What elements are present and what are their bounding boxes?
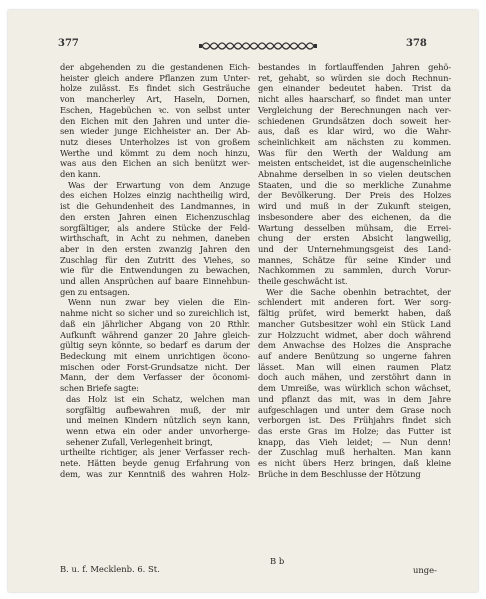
text-line: knapp, das Vieh leidet; — Nun denn! (258, 436, 451, 447)
text-line: Brüche in dem Beschlusse der Hötzung (258, 468, 421, 479)
text-line: urtheilte richtiger, als jener Verfasser rech- (60, 447, 250, 458)
text-line: doch auch mähen, und zerstöhrt dann in (258, 372, 451, 383)
text-line: dem Anwachse des Holzes die Ansprache (258, 340, 451, 351)
text-line: und der Unternehmungsgeist des Land- (258, 243, 451, 254)
text-line: nicht alles haarscharf, so findet man unter (258, 94, 451, 105)
text-line: mischen oder Forst-Grundsatze nicht. Der (60, 361, 250, 372)
text-line: gen zu entsagen. (60, 286, 130, 297)
text-line: Nachkommen zu sammlen, durch Vorur- (258, 265, 451, 276)
catchword: unge- (413, 565, 437, 575)
text-line: der abgehenden zu die gestandenen Eich- (60, 62, 250, 72)
text-line: Eschen, Hagebüchen ꝛc. von selbst unter (60, 104, 250, 115)
text-line: sorgfältiger, als andere Stücke der Feld- (60, 222, 250, 233)
text-line: aufgeschlagen und unter dem Grase noch (258, 404, 451, 415)
text-line: insbesondere aber des eichenen, da die (258, 211, 451, 222)
text-line: das erste Gras im Holze; das Futter ist (258, 425, 451, 436)
text-line: gen einander bedeutet haben. Trist da (258, 83, 451, 94)
text-line: sen wieder junge Eichheister an. Der Ab- (60, 126, 250, 137)
text-line: ist die Gehundenheit des Landmannes, in (60, 201, 250, 212)
text-line: Was der Erwartung von dem Anzuge (68, 179, 250, 190)
text-line: wie für die Entwendungen zu bewachen, (60, 265, 250, 276)
text-line: dem, was zur Kenntniß des wahren Holz- (60, 468, 250, 479)
text-line: scheinlichkeit am nächsten zu kommen. (258, 136, 451, 147)
text-line: mancher Gutsbesitzer wohl ein Stück Land (258, 318, 451, 329)
text-line: den kann. (60, 169, 101, 180)
text-line: schiedenen Grundsätzen doch soweit her- (258, 115, 451, 126)
text-line: Zuschlag für den Zutritt des Viehes, so (60, 254, 250, 265)
text-line: nete. Hätten beyde genug Erfahrung von (60, 458, 250, 469)
text-line: dem Umreiße, was würklich schon wächset, (258, 383, 451, 394)
text-line: daß ein jährlicher Abgang von 20 Rthlr. (60, 318, 250, 329)
text-line: das Holz ist ein Schatz, welchen man (66, 393, 250, 404)
text-line: und allen Ansprüchen auf baare Einnehbun- (60, 276, 250, 287)
text-line: gültig seyn könnte, so bedarf es darum der (60, 340, 250, 351)
text-line: von mancherley Art, Haseln, Dornen, (60, 94, 250, 105)
text-line: Wartung desselben mühsam, die Errei- (258, 222, 451, 233)
text-line: aber in den ersten zwanzig Jahren den (60, 243, 250, 254)
left-page-number: 377 (58, 38, 79, 49)
text-line: nutz dieses Unterholzes ist von großem (60, 136, 250, 147)
text-line: Wenn nun zwar bey vielen die Ein- (68, 297, 250, 308)
text-line: Abnahme derselben in so vielen deutschen (258, 169, 451, 180)
text-line: verborgen ist. Des Frühjahrs findet sich (258, 415, 451, 426)
text-line: Mann, der dem Verfasser der öconomi- (60, 372, 250, 383)
text-line: des eichen Holzes einzig nachtheilig wird, (60, 190, 250, 201)
right-column (258, 62, 451, 479)
text-line: den Eichen mit den Jahren und unter die- (60, 115, 250, 126)
right-page-number: 378 (406, 38, 427, 49)
text-line: mannes, Schätze für seine Kinder und (258, 254, 451, 265)
text-line: wenn etwa ein oder ander unvorherge- (66, 425, 250, 436)
text-line: bestandes in fortlauffenden Jahren gehö- (258, 62, 451, 72)
left-column (60, 62, 250, 479)
text-line: Bedeckung mit einem unrichtigen öcono- (60, 350, 250, 361)
text-line: und pflanzt das mit, was in dem Jahre (258, 393, 451, 404)
text-line: was aus den Eichen an sich benützt wer- (60, 158, 250, 169)
text-line: aus, daß es klar wird, wo die Wahr- (258, 126, 451, 137)
text-line: meisten entscheidet, ist die augenscheinliche (258, 158, 451, 169)
text-line: auf andere Benützung so ungerne fahren (258, 350, 451, 361)
text-line: und meinen Kindern nützlich seyn kann, (66, 415, 250, 426)
book-page (8, 10, 478, 592)
text-line: Vergleichung der Berechnungen nach ver- (258, 104, 451, 115)
text-line: heister gleich andere Pflanzen zum Unter- (60, 72, 250, 83)
text-line: den ersten Jahren einen Eichenzuschlag (60, 211, 250, 222)
text-line: chung der ersten Absicht langweilig, (258, 233, 451, 244)
header-ornament (198, 38, 318, 54)
text-line: theile geschwächt ist. (258, 276, 348, 287)
text-line: holze zulässt. Es findet sich Gesträuche (60, 83, 250, 94)
text-line: der Bevölkerung. Der Preis des Holzes (258, 190, 451, 201)
text-line: Staaten, und die so merkliche Zunahme (258, 179, 451, 190)
text-line: es nicht übers Herz bringen, daß kleine (258, 458, 451, 469)
text-line: wirthschaft, in Acht zu nehmen, daneben (60, 233, 250, 244)
text-line: Was für den Werth der Waldung am (258, 147, 451, 158)
text-line: Aufkunft während ganzer 20 Jahre gleich- (60, 329, 250, 340)
footer-reference: B. u. f. Mecklenb. 6. St. (60, 564, 160, 574)
text-line: zur Holzzucht widmet, aber doch während (258, 329, 451, 340)
text-line: lässet. Man will einen raumen Platz (258, 361, 451, 372)
text-line: Wer die Sache obenhin betrachtet, der (266, 286, 451, 297)
text-line: wird und muß in der Zukunft steigen, (258, 201, 451, 212)
signature-mark: B b (270, 556, 285, 566)
text-line: schen Briefe sagte: (60, 383, 139, 394)
text-line: der Zuschlag muß herhalten. Man kann (258, 447, 451, 458)
text-line: sorgfältig aufbewahren muß, der mir (66, 404, 250, 415)
text-line: Werthe und kömmt zu dem noch hinzu, (60, 147, 250, 158)
text-line: ret, gehabt, so würden sie doch Rechnun- (258, 72, 451, 83)
text-line: nahme nicht so sicher und so zureichlich ist, (60, 308, 250, 319)
text-line: fältig prüfet, wird bemerkt haben, daß (258, 308, 451, 319)
text-line: schlendert mit anderen fort. Wer sorg- (258, 297, 451, 308)
text-line: sehener Zufall, Verlegenheit bringt, (66, 436, 213, 447)
